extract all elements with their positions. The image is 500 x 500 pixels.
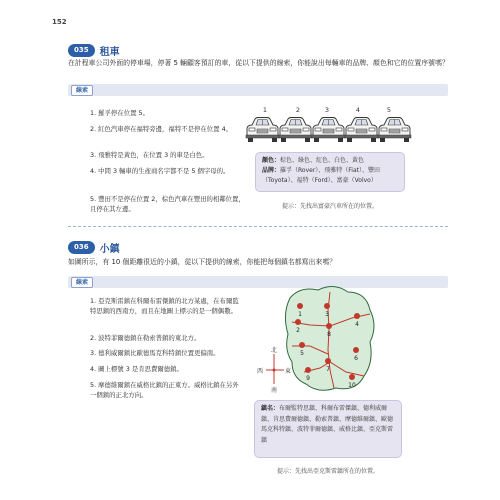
- town-number-10: 10: [348, 382, 356, 389]
- town-number-5: 5: [300, 350, 304, 357]
- compass-north: 北: [270, 347, 278, 354]
- puzzle-1-clue-label: 線索: [71, 85, 93, 96]
- town-number-2: 2: [296, 327, 300, 334]
- map-region: [285, 286, 374, 390]
- car-position-1: 1: [262, 106, 268, 114]
- puzzle-1-clue-2: 2. 紅色汽車停在福特旁邊，福特不是停在位置 4。: [90, 125, 233, 133]
- town-number-1: 1: [298, 311, 302, 318]
- brand-options: 羅孚（Rover）、飛雅特（Fiat）、豐田（Toyota）、福特（Ford）、富豪（Volvo）: [262, 167, 381, 184]
- puzzle-2-clue-label: 線索: [71, 277, 93, 288]
- puzzle-2-clue-1: 1. 亞克斯雷鎮在科爾布雷傑鎮的北方某處，在布爾監特思鎮的西南方，而且在地圖上標示的是一個偶數。: [90, 297, 239, 315]
- color-label: 顏色：: [262, 157, 281, 164]
- town-number-7: 7: [326, 366, 330, 373]
- puzzle-1-clue-4: 4. 中間 3 輛車的生產商名字都不是 5 個字母的。: [90, 167, 230, 175]
- town-marker-1: [297, 303, 303, 309]
- town-number-9: 9: [306, 375, 310, 382]
- puzzle-2-info-box: [254, 400, 402, 458]
- town-marker-5: [299, 342, 305, 348]
- town-marker-8: [326, 323, 332, 329]
- town-marker-3: [324, 303, 330, 309]
- puzzle-2-clue-4: 4. 圖上標號 3 是肯思費爾德鎮。: [90, 365, 183, 373]
- page-number: 152: [52, 18, 67, 26]
- brand-label: 品牌：: [262, 167, 281, 174]
- color-options: 棕色、綠色、紅色、白色、黃色: [280, 157, 365, 164]
- puzzle-2-clue-3: 3. 德利威爾鎮比歐德馬克科特鎮位置更偏南。: [90, 349, 220, 357]
- compass-south: 南: [270, 387, 278, 394]
- puzzle-2-badge: 036: [68, 241, 95, 254]
- town-marker-4: [354, 313, 360, 319]
- puzzle-1-title: 租車: [99, 47, 120, 58]
- town-marker-6: [353, 347, 359, 353]
- compass-west: 西: [256, 368, 263, 375]
- town-number-4: 4: [355, 321, 359, 328]
- town-marker-7: [325, 358, 331, 364]
- compass-east: 東: [285, 368, 292, 375]
- puzzle-1-clue-1: 1. 羅孚停在位置 5。: [90, 109, 149, 117]
- puzzle-2-hint: 提示：先找出亞克斯雷鎮所在的位置。: [276, 468, 379, 475]
- puzzle-2-intro: 如圖所示，有 10 個距離很近的小鎮，從以下提供的線索，你能把每個鎮名都寫出來嗎？: [68, 258, 337, 266]
- town-names-label: 鎮名：: [261, 405, 280, 412]
- compass: [257, 346, 291, 394]
- town-marker-9: [305, 367, 311, 373]
- puzzle-1-intro: 在計程車公司外面的停車場，停著 5 輛顧客預訂的車，從以下提供的線索，你能說出每輛車的品牌、顏色和它的位置序號嗎？: [68, 59, 449, 67]
- puzzle-2-title: 小鎮: [99, 244, 120, 255]
- car-position-5: 5: [386, 106, 392, 114]
- town-names-list: 布爾監特思鎮、科爾布雷傑鎮、德利威爾鎮、肯思費爾德鎮、勒索普鎮、摩德維爾鎮、歐德馬克科特鎮、波特菲爾德鎮、威格比鎮、亞克斯雷鎮: [261, 405, 394, 444]
- town-number-6: 6: [354, 355, 358, 362]
- town-marker-2: [295, 319, 301, 325]
- puzzle-1-hint: 提示：先找出富豪汽車所在的位置。: [281, 203, 378, 210]
- car-position-3: 3: [324, 106, 330, 114]
- puzzle-1-clue-5: 5. 豐田不是停在位置 2，棕色汽車在豐田的相鄰位置，且停在其左邊。: [90, 195, 245, 213]
- town-number-8: 8: [327, 331, 331, 338]
- town-number-3: 3: [325, 311, 329, 318]
- car-position-2: 2: [295, 106, 301, 114]
- puzzle-2-clue-5: 5. 摩德維爾鎮在威格比鎮的正東方。威格比鎮在另外一個鎮的正北方向。: [90, 381, 239, 399]
- puzzle-2-clue-2: 2. 波特菲爾德鎮在勒索普鎮的東北方。: [90, 334, 201, 342]
- car-position-4: 4: [355, 106, 361, 114]
- puzzle-1-clue-3: 3. 飛雅特是黃色，在位置 3 的車是白色。: [90, 151, 209, 159]
- town-marker-10: [349, 374, 355, 380]
- puzzle-1-badge: 035: [68, 44, 95, 57]
